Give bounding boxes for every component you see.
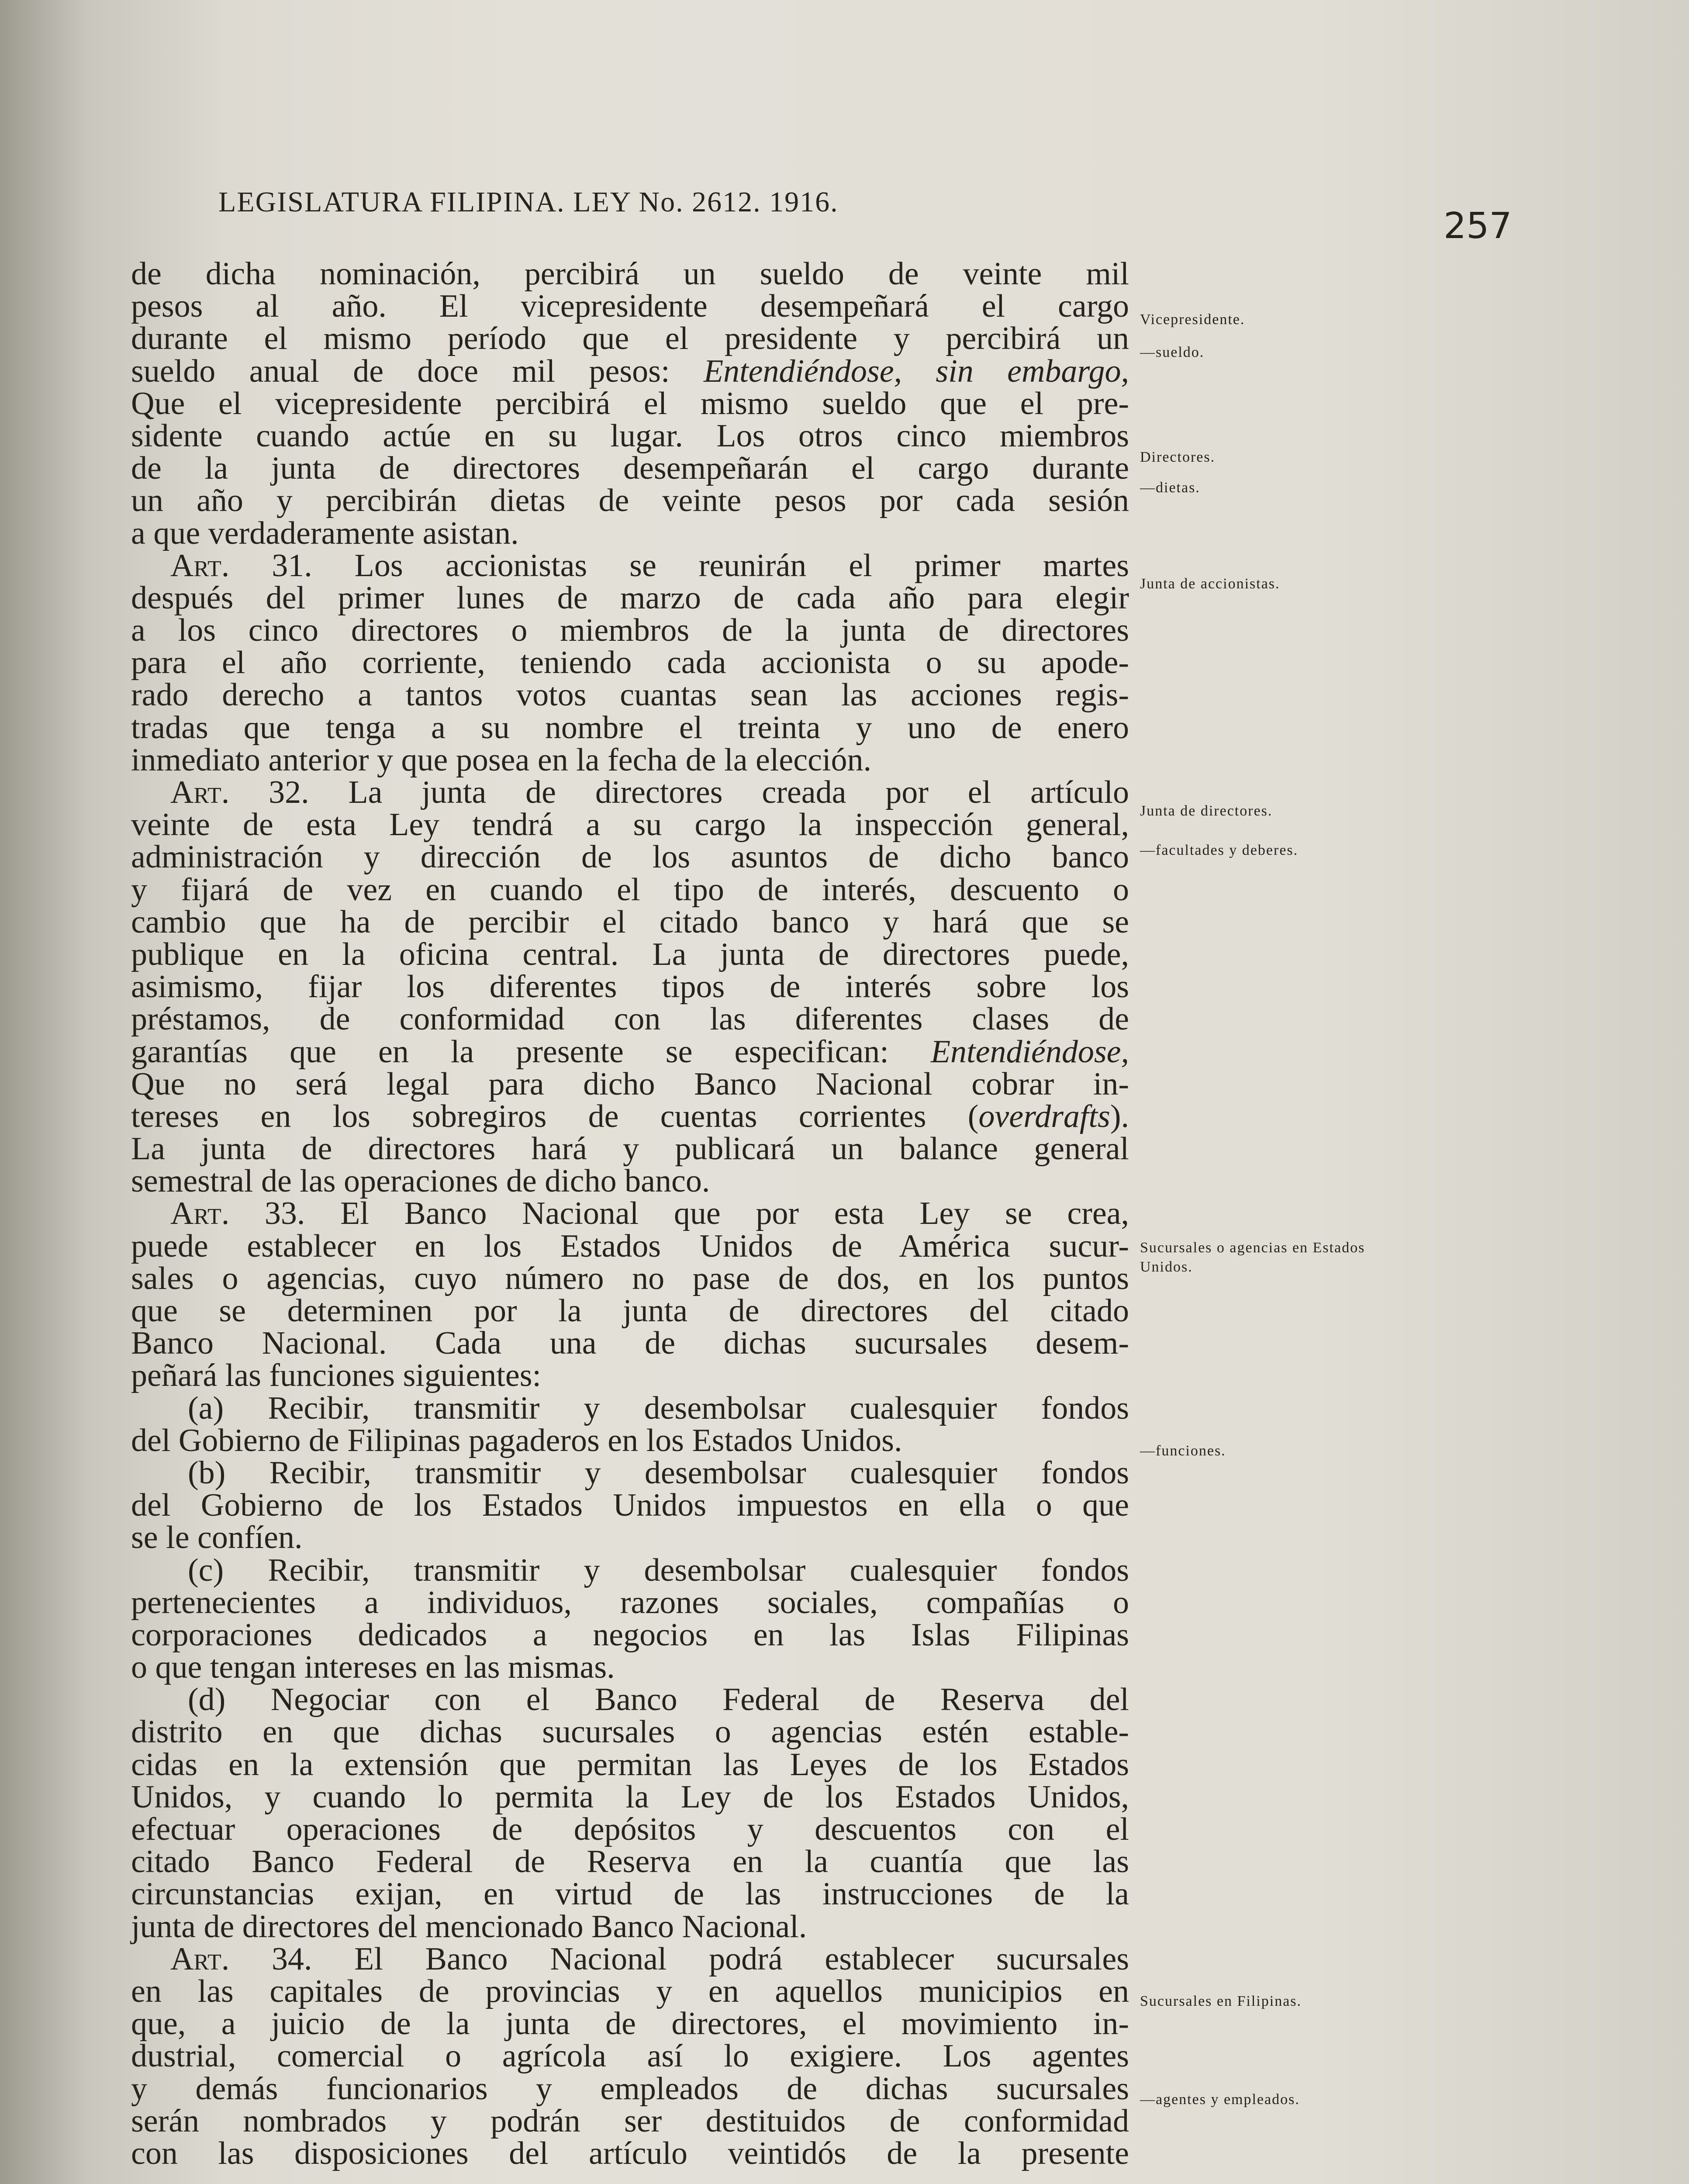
text-line: La junta de directores hará y publicará un balance general: [131, 1131, 1129, 1167]
text-line: Que no será legal para dicho Banco Nacional cobrar in-: [131, 1066, 1129, 1102]
text-line: cambio que ha de percibir el citado banco y hará que se: [131, 904, 1129, 940]
text-line: pesos al año. El vicepresidente desempeñará el cargo: [131, 288, 1129, 325]
article-32-heading: [131, 776, 1129, 809]
text-line: inmediato anterior y que posea en la fecha de la elección.: [131, 742, 872, 778]
margin-note: Sucursales en Filipinas.: [1140, 1993, 1302, 2009]
text-line: asimismo, fijar los diferentes tipos de interés sobre los: [131, 969, 1129, 1005]
text-line: en las capitales de provincias y en aquellos municipios en: [131, 1973, 1129, 2009]
text-line: junta de directores del mencionado Banco Nacional.: [131, 1908, 807, 1945]
text-line: semestral de las operaciones de dicho banco.: [131, 1163, 710, 1199]
text-line: (c) Recibir, transmitir y desembolsar cualesquier fondos: [188, 1552, 1129, 1588]
article-34-heading: [131, 1943, 1129, 1975]
text-line: Banco Nacional. Cada una de dichas sucursales desem-: [131, 1325, 1129, 1362]
text-span: El Banco Nacional que por esta Ley se crea,: [305, 1196, 1129, 1232]
text-line: o que tengan intereses en las mismas.: [131, 1649, 615, 1686]
text-line: tradas que tenga a su nombre el treinta y uno de enero: [131, 709, 1129, 746]
text-line: citado Banco Federal de Reserva en la cuantía que las: [131, 1844, 1129, 1880]
text-line: [131, 355, 1129, 387]
text-span: ).: [1110, 1098, 1129, 1134]
text-line: rado derecho a tantos votos cuantas sean las acciones regis-: [131, 677, 1129, 713]
text-span: tereses en los sobregiros de cuentas corrientes (: [131, 1098, 979, 1134]
text-line: publique en la oficina central. La junta de directores puede,: [131, 936, 1129, 972]
text-line: del Gobierno de Filipinas pagaderos en los Estados Unidos.: [131, 1422, 902, 1458]
article-31-heading: [131, 549, 1129, 582]
text-line: de la junta de directores desempeñarán el cargo durante: [131, 450, 1129, 487]
text-span: garantías que en la presente se especifican:: [131, 1033, 931, 1070]
text-line: del Gobierno de los Estados Unidos impuestos en ella o que: [131, 1487, 1129, 1524]
text-line: y fijará de vez en cuando el tipo de interés, descuento o: [131, 871, 1129, 908]
margin-note: Junta de accionistas.: [1140, 576, 1280, 592]
text-line: (a) Recibir, transmitir y desembolsar cualesquier fondos: [188, 1390, 1129, 1426]
text-line: (d) Negociar con el Banco Federal de Reserva del: [188, 1682, 1129, 1718]
text-line: de dicha nominación, percibirá un sueldo de veinte mil: [131, 256, 1129, 292]
margin-note: Junta de directores.: [1140, 803, 1273, 819]
body-text: [131, 258, 1129, 2170]
text-line: un año y percibirán dietas de veinte pesos por cada sesión: [131, 483, 1129, 519]
text-line: serán nombrados y podrán ser destituidos de conformidad: [131, 2103, 1129, 2139]
margin-note: —agentes y empleados.: [1140, 2091, 1300, 2108]
italic-proviso: Entendiéndose, sin embargo,: [703, 353, 1129, 389]
text-line: (b) Recibir, transmitir y desembolsar cualesquier fondos: [188, 1455, 1129, 1491]
running-header: LEGISLATURA FILIPINA. LEY No. 2612. 1916.: [218, 186, 839, 218]
margin-note: —funciones.: [1140, 1443, 1226, 1459]
text-line: Unidos, y cuando lo permita la Ley de los Estados Unidos,: [131, 1779, 1129, 1815]
article-33-heading: [131, 1197, 1129, 1230]
text-span: La junta de directores creada por el artículo: [309, 774, 1129, 810]
article-number: Art. 32.: [170, 774, 309, 810]
text-line: cidas en la extensión que permitan las Leyes de los Estados: [131, 1746, 1129, 1783]
text-line: que se determinen por la junta de directores del citado: [131, 1293, 1129, 1329]
margin-note: —sueldo.: [1140, 344, 1205, 360]
text-line: que, a juicio de la junta de directores, el movimiento in-: [131, 2006, 1129, 2042]
margin-note: Directores.: [1140, 449, 1216, 465]
article-number: Art. 34.: [170, 1941, 312, 1977]
text-line: con las disposiciones del artículo veintidós de la presente: [131, 2135, 1129, 2171]
text-span: sueldo anual de doce mil pesos:: [131, 353, 704, 389]
page-number: 257: [1444, 205, 1512, 247]
text-line: administración y dirección de los asuntos de dicho banco: [131, 839, 1129, 875]
margin-note: —dietas.: [1140, 480, 1200, 496]
italic-proviso: Entendiéndose,: [930, 1033, 1129, 1070]
margin-note: Vicepresidente.: [1140, 311, 1245, 328]
article-number: Art. 31.: [170, 547, 312, 584]
text-line: efectuar operaciones de depósitos y descuentos con el: [131, 1811, 1129, 1847]
text-line: distrito en que dichas sucursales o agencias estén estable-: [131, 1714, 1129, 1750]
text-line: corporaciones dedicados a negocios en las Islas Filipinas: [131, 1617, 1129, 1653]
text-line: peñará las funciones siguientes:: [131, 1358, 542, 1394]
text-line: y demás funcionarios y empleados de dichas sucursales: [131, 2070, 1129, 2107]
text-line: durante el mismo período que el presidente y percibirá un: [131, 321, 1129, 357]
text-line: a que verdaderamente asistan.: [131, 515, 519, 551]
text-line: se le confíen.: [131, 1520, 303, 1556]
text-line: préstamos, de conformidad con las diferentes clases de: [131, 1001, 1129, 1037]
text-line: puede establecer en los Estados Unidos de América sucur-: [131, 1228, 1129, 1264]
text-line: pertenecientes a individuos, razones sociales, compañías o: [131, 1584, 1129, 1621]
margin-note: Sucursales o agencias en Estados Unidos.: [1140, 1240, 1365, 1275]
article-number: Art. 33.: [170, 1196, 305, 1232]
text-span: El Banco Nacional podrá establecer sucursales: [312, 1941, 1129, 1977]
text-line: circunstancias exijan, en virtud de las instrucciones de la: [131, 1876, 1129, 1912]
text-line: dustrial, comercial o agrícola así lo exigiere. Los agentes: [131, 2038, 1129, 2074]
text-line: sidente cuando actúe en su lugar. Los otros cinco miembros: [131, 418, 1129, 454]
text-line: sales o agencias, cuyo número no pase de dos, en los puntos: [131, 1260, 1129, 1296]
margin-note: —facultades y deberes.: [1140, 842, 1299, 858]
text-line: [131, 1100, 1129, 1133]
text-line: después del primer lunes de marzo de cada año para elegir: [131, 580, 1129, 616]
text-line: Que el vicepresidente percibirá el mismo sueldo que el pre-: [131, 385, 1129, 422]
italic-term: overdrafts: [978, 1098, 1110, 1134]
text-line: para el año corriente, teniendo cada accionista o su apode-: [131, 645, 1129, 681]
text-span: Los accionistas se reunirán el primer martes: [312, 547, 1129, 584]
text-line: [131, 1033, 1129, 1070]
text-line: veinte de esta Ley tendrá a su cargo la inspección general,: [131, 807, 1129, 843]
text-line: a los cinco directores o miembros de la junta de directores: [131, 612, 1129, 649]
